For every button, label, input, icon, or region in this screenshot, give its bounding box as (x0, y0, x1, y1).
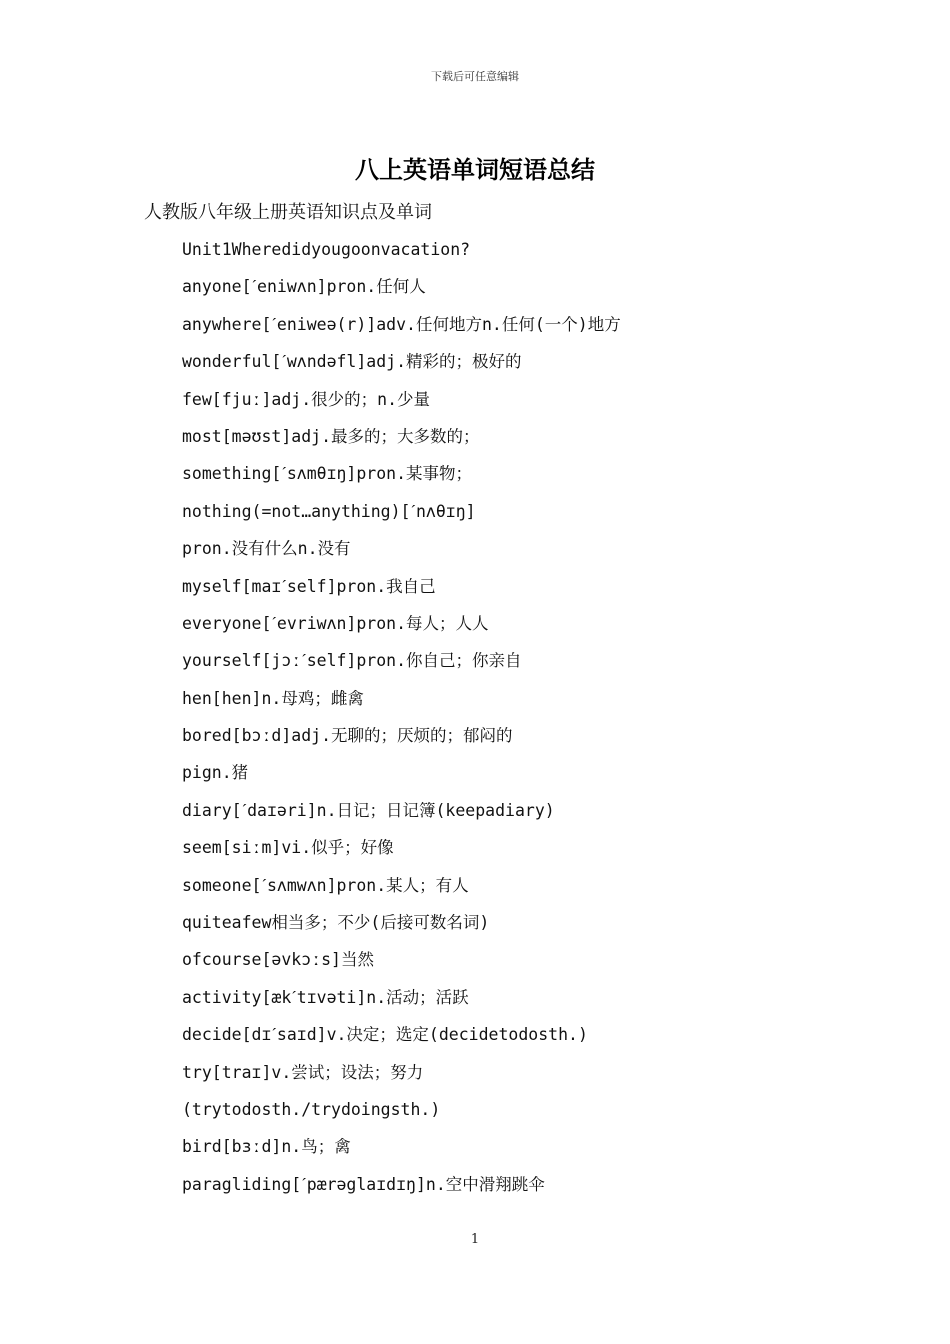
vocabulary-entry: wonderful[ˊwʌndəfl]adj.精彩的；极好的 (182, 352, 522, 372)
vocabulary-entry: diary[ˊdaɪəri]n.日记；日记簿(keepadiary) (182, 800, 555, 820)
vocabulary-entry: yourself[jɔːˊself]pron.你自己；你亲自 (182, 651, 522, 671)
unit-heading: Unit1Wheredidyougoonvacation? (182, 240, 471, 259)
vocabulary-entry: paragliding[ˊpærəglaɪdɪŋ]n.空中滑翔跳伞 (182, 1174, 545, 1194)
vocabulary-entry: decide[dɪˊsaɪd]v.决定；选定(decidetodosth.) (182, 1025, 588, 1045)
vocabulary-entry: quiteafew相当多；不少(后接可数名词) (182, 913, 490, 933)
vocabulary-list (182, 237, 882, 1209)
vocabulary-entry: pron.没有什么n.没有 (182, 539, 351, 559)
vocabulary-entry: everyone[ˊevriwʌn]pron.每人；人人 (182, 613, 489, 633)
vocabulary-entry: myself[maɪˊself]pron.我自己 (182, 576, 436, 596)
vocabulary-entry: hen[hen]n.母鸡；雌禽 (182, 688, 364, 708)
vocabulary-entry: few[fjuː]adj.很少的；n.少量 (182, 389, 431, 409)
vocabulary-entry: most[məʊst]adj.最多的；大多数的； (182, 426, 480, 446)
vocabulary-entry: try[traɪ]v.尝试；设法；努力 (182, 1062, 424, 1082)
vocabulary-entry: pign.猪 (182, 763, 249, 783)
vocabulary-entry: bird[bɜːd]n.鸟；禽 (182, 1137, 351, 1157)
vocabulary-entry: something[ˊsʌmθɪŋ]pron.某事物； (182, 464, 473, 484)
vocabulary-entry: bored[bɔːd]adj.无聊的；厌烦的；郁闷的 (182, 726, 513, 746)
vocabulary-entry: ofcourse[əvkɔːs]当然 (182, 950, 374, 970)
document-title: 八上英语单词短语总结 (355, 155, 595, 184)
page-header: 下载后可任意编辑 (431, 70, 519, 83)
vocabulary-entry: nothing(=not…anything)[ˊnʌθɪŋ] (182, 501, 476, 521)
vocabulary-entry: activity[ækˊtɪvəti]n.活动；活跃 (182, 987, 469, 1007)
page-number: 1 (470, 1232, 480, 1247)
vocabulary-entry: (trytodosth./trydoingsth.) (182, 1099, 441, 1119)
vocabulary-entry: someone[ˊsʌmwʌn]pron.某人；有人 (182, 875, 469, 895)
document-subtitle: 人教版八年级上册英语知识点及单词 (144, 202, 432, 223)
vocabulary-entry: anywhere[ˊeniweə(r)]adv.任何地方n.任何(一个)地方 (182, 314, 621, 334)
vocabulary-entry: seem[siːm]vi.似乎；好像 (182, 838, 394, 858)
vocabulary-entry: anyone[ˊeniwʌn]pron.任何人 (182, 277, 426, 297)
